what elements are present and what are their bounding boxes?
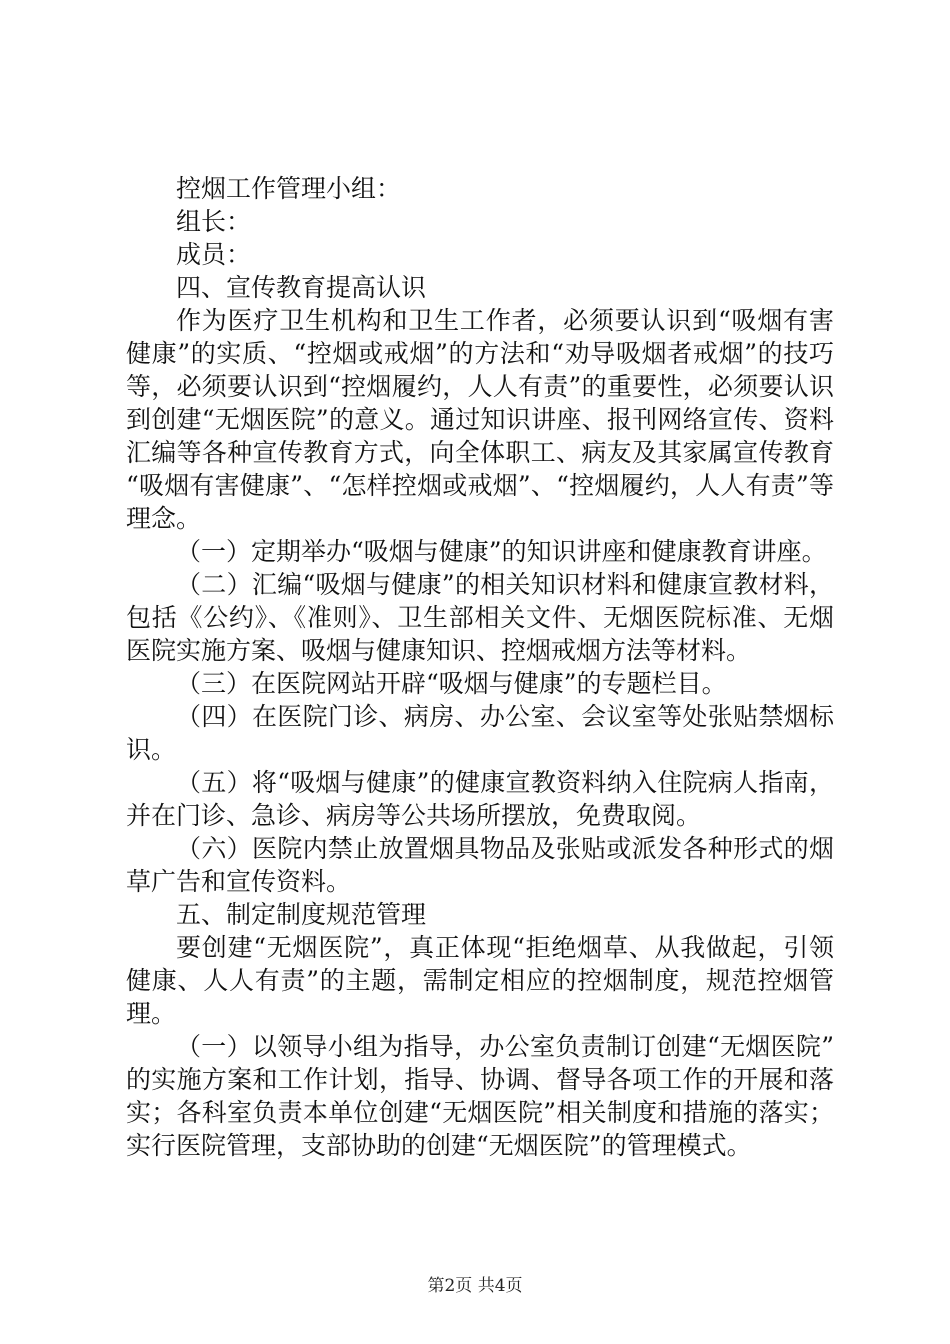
- paragraph-section-5-intro: 要创建“无烟医院”，真正体现“拒绝烟草、从我做起，引领健康、人人有责”的主题，需制定相应的控烟制度，规范控烟管理。: [126, 933, 834, 1028]
- paragraph-group-title: 控烟工作管理小组：: [176, 174, 402, 203]
- paragraph-section-4-item-6: （六）医院内禁止放置烟具物品及张贴或派发各种形式的烟草广告和宣传资料。: [126, 834, 834, 896]
- paragraph-section-5-item-1: （一）以领导小组为指导，办公室负责制订创建“无烟医院”的实施方案和工作计划，指导、协调、督导各项工作的开展和落实；各科室负责本单位创建“无烟医院”相关制度和措施的落实；实行医院管理，支部协助的创建“无烟医院”的管理模式。: [126, 1032, 834, 1160]
- paragraph-section-4-item-4: （四）在医院门诊、病房、办公室、会议室等处张贴禁烟标识。: [126, 702, 834, 764]
- section-heading-5: 五、制定制度规范管理: [176, 900, 427, 929]
- page-number-footer: 第2页 共4页: [427, 1276, 523, 1296]
- paragraph-section-4-intro: 作为医疗卫生机构和卫生工作者，必须要认识到“吸烟有害健康”的实质、“控烟或戒烟”的方法和“劝导吸烟者戒烟”的技巧等，必须要认识到“控烟履约，人人有责”的重要性，必须要认识到创建“无烟医院”的意义。通过知识讲座、报刊网络宣传、资料汇编等各种宣传教育方式，向全体职工、病友及其家属宣传教育“吸烟有害健康”、“怎样控烟或戒烟”、“控烟履约，人人有责”等理念。: [126, 306, 834, 533]
- document-body: [126, 172, 834, 1162]
- paragraph-section-4-item-1: （一）定期举办“吸烟与健康”的知识讲座和健康教育讲座。: [176, 537, 827, 566]
- paragraph-group-members: 成员：: [176, 240, 252, 269]
- paragraph-section-4-item-2: （二）汇编“吸烟与健康”的相关知识材料和健康宣教材料，包括《公约》、《准则》、卫生部相关文件、无烟医院标准、无烟医院实施方案、吸烟与健康知识、控烟戒烟方法等材料。: [126, 570, 834, 665]
- section-heading-4: 四、宣传教育提高认识: [176, 273, 427, 302]
- paragraph-group-leader: 组长：: [176, 207, 252, 236]
- paragraph-section-4-item-3: （三）在医院网站开辟“吸烟与健康”的专题栏目。: [176, 669, 727, 698]
- paragraph-section-4-item-5: （五）将“吸烟与健康”的健康宣教资料纳入住院病人指南，并在门诊、急诊、病房等公共场所摆放，免费取阅。: [126, 768, 834, 830]
